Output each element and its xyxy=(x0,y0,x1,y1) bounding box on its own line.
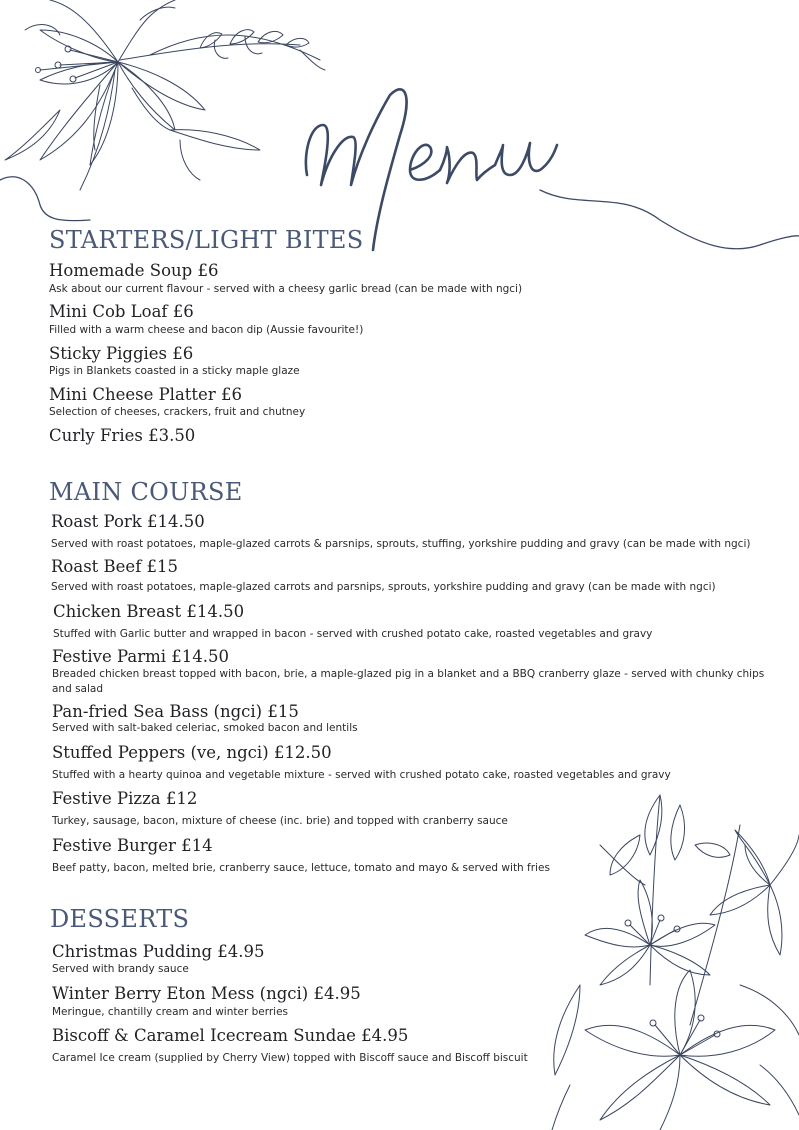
menu-item-name: Chicken Breast £14.50 xyxy=(53,602,245,621)
menu-item-desc: Turkey, sausage, bacon, mixture of cheese (inc. brie) and topped with cranberry sauce xyxy=(52,815,508,827)
menu-item-desc: Stuffed with Garlic butter and wrapped in bacon - served with crushed potato cake, roasted vegetables and gravy xyxy=(53,628,653,640)
menu-item-name: Winter Berry Eton Mess (ngci) £4.95 xyxy=(52,984,361,1003)
menu-item-desc: Breaded chicken breast topped with bacon, brie, a maple-glazed pig in a blanket and a BBQ cranberry glaze - served with chunky chips and salad xyxy=(52,668,765,695)
menu-item-desc: Served with roast potatoes, maple-glazed carrots and parsnips, sprouts, yorkshire pudding and gravy (can be made with ngci) xyxy=(51,581,716,593)
menu-item-desc: Beef patty, bacon, melted brie, cranberry sauce, lettuce, tomato and mayo & served with fries xyxy=(52,862,550,874)
menu-item-desc: Pigs in Blankets coasted in a sticky maple glaze xyxy=(49,365,300,377)
menu-item-name: Christmas Pudding £4.95 xyxy=(52,942,265,961)
menu-item-name: Stuffed Peppers (ve, ngci) £12.50 xyxy=(52,743,332,762)
menu-item-name: Homemade Soup £6 xyxy=(49,261,219,280)
menu-item-desc: Meringue, chantilly cream and winter berries xyxy=(52,1006,289,1018)
menu-item-name: Sticky Piggies £6 xyxy=(49,344,194,363)
menu-item-name: Roast Pork £14.50 xyxy=(51,512,205,531)
menu-item-desc: Served with roast potatoes, maple-glazed carrots & parsnips, sprouts, stuffing, yorkshire pudding and gravy (can be made with ngci) xyxy=(51,538,751,550)
menu-item-desc: Served with salt-baked celeriac, smoked bacon and lentils xyxy=(52,722,358,734)
section-title-desserts: DESSERTS xyxy=(50,905,190,933)
menu-item-desc: Filled with a warm cheese and bacon dip (Aussie favourite!) xyxy=(49,324,364,336)
menu-item-name: Pan-fried Sea Bass (ngci) £15 xyxy=(52,702,299,721)
menu-item-name: Mini Cob Loaf £6 xyxy=(49,302,194,321)
menu-item-name: Festive Pizza £12 xyxy=(52,789,198,808)
menu-item-name: Roast Beef £15 xyxy=(51,557,179,576)
menu-item-desc: Ask about our current flavour - served with a cheesy garlic bread (can be made with ngci) xyxy=(49,283,523,295)
menu-item-desc: Served with brandy sauce xyxy=(52,963,189,975)
menu-item-desc: Stuffed with a hearty quinoa and vegetable mixture - served with crushed potato cake, roasted vegetables and gravy xyxy=(52,769,671,781)
section-title-main-course: MAIN COURSE xyxy=(49,478,243,506)
section-title-starters: STARTERS/LIGHT BITES xyxy=(49,226,364,254)
menu-item-desc: Caramel Ice cream (supplied by Cherry View) topped with Biscoff sauce and Biscoff biscuit xyxy=(52,1052,528,1064)
menu-item-name: Mini Cheese Platter £6 xyxy=(49,385,242,404)
menu-item-name: Festive Parmi £14.50 xyxy=(52,647,230,666)
menu-item-name: Curly Fries £3.50 xyxy=(49,426,196,445)
bottom-right-floral-icon xyxy=(540,785,799,1130)
menu-item-name: Festive Burger £14 xyxy=(52,836,213,855)
menu-item-name: Biscoff & Caramel Icecream Sundae £4.95 xyxy=(52,1026,409,1045)
menu-item-desc: Selection of cheeses, crackers, fruit and chutney xyxy=(49,406,306,418)
